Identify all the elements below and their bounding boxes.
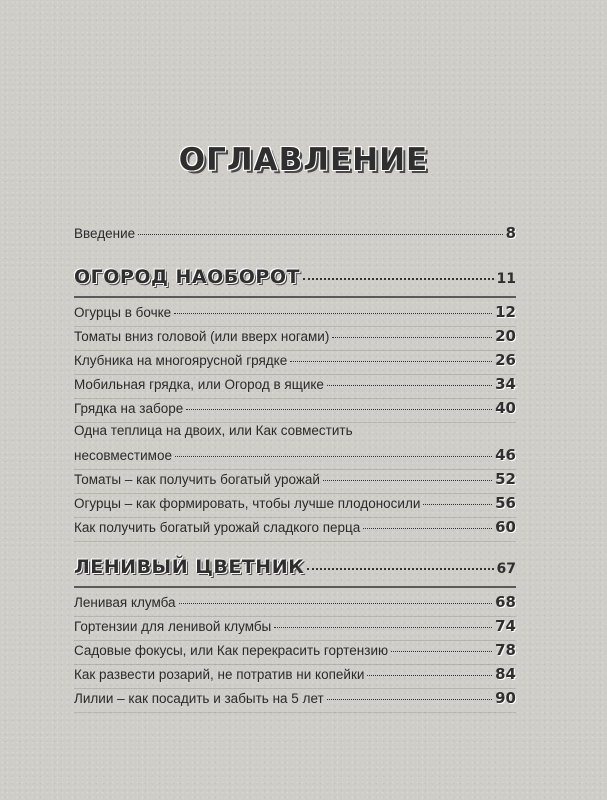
toc-entry-label: Грядка на заборе [74,401,184,416]
toc-entry[interactable] [74,351,516,375]
leader-dots [327,385,492,386]
leader-dots [179,603,493,604]
toc-entry[interactable] [74,375,516,399]
toc-entry-page: 8 [505,224,516,242]
leader-dots [175,456,492,457]
toc-entry-page: 26 [495,351,516,369]
toc-entry-page: 84 [495,665,516,683]
leader-dots [138,234,502,235]
toc-entry-label: Ленивая клумба [74,595,176,610]
toc-entry[interactable] [74,303,516,327]
toc-entry[interactable] [74,617,516,641]
toc-entry-label: Как получить богатый урожай сладкого перца [74,520,361,535]
toc-entry-intro[interactable] [74,224,516,247]
toc-entry-label: Гортензии для ленивой клумбы [74,619,272,634]
toc-entry-label: Садовые фокусы, или Как перекрасить гортензию [74,643,389,658]
toc-entry[interactable] [74,470,516,494]
toc-entry-label: Огурцы в бочке [74,305,172,320]
toc-entry-page: 40 [495,399,516,417]
toc-entry-label-continued: несовместимое [74,448,172,463]
leader-dots [186,409,492,410]
leader-dots [367,675,492,676]
leader-dots [327,699,492,700]
toc-entry-page: 12 [495,303,516,321]
toc-entry-page: 52 [495,470,516,488]
toc-entry[interactable] [74,641,516,665]
leader-dots [323,480,492,481]
toc-entry-page: 34 [495,375,516,393]
toc-entry[interactable] [74,518,516,542]
toc-entry-page: 60 [495,518,516,536]
leader-dots [363,528,492,529]
leader-dots [174,313,492,314]
leader-dots [391,651,492,652]
page-title: ОГЛАВЛЕНИЕ [178,142,429,178]
toc-intro [74,224,516,247]
toc-entry-page: 20 [495,327,516,345]
toc-entry[interactable] [74,446,516,470]
toc-entry-label: Одна теплица на двоих, или Как совместить [74,423,353,438]
leader-dots [290,361,492,362]
toc-entry-page: 90 [495,689,516,707]
toc-entry-page: 56 [495,494,516,512]
toc-entry[interactable] [74,689,516,713]
section-page: 67 [496,561,516,577]
toc-section-2 [74,556,516,713]
toc-entry-label: Мобильная грядка, или Огород в ящике [74,377,324,392]
toc-entry-label: Лилии – как посадить и забыть на 5 лет [74,691,324,706]
toc-entry-line1[interactable] [74,423,516,446]
toc-entry-page: 78 [495,641,516,659]
toc-section-1 [74,266,516,542]
section-title: ОГОРОД НАОБОРОТ [74,266,300,288]
toc-entry-label: Как развести розарий, не потратив ни копейки [74,667,365,682]
toc-entry-page: 68 [495,593,516,611]
toc-entry[interactable] [74,494,516,518]
leader-dots [332,337,492,338]
toc-entry[interactable] [74,593,516,617]
toc-entry-page: 46 [495,446,516,464]
section-page: 11 [496,271,516,287]
section-heading[interactable] [74,266,516,298]
section-heading[interactable] [74,556,516,588]
toc-entry-label: Томаты вниз головой (или вверх ногами) [74,329,330,344]
toc-entry[interactable] [74,327,516,351]
toc-entry-label: Томаты – как получить богатый урожай [74,472,320,487]
toc-entry[interactable] [74,665,516,689]
toc-entry-page: 74 [495,617,516,635]
leader-dots [423,504,492,505]
toc-entry-label: Огурцы – как формировать, чтобы лучше плодоносили [74,496,421,511]
toc-entry[interactable] [74,399,516,423]
toc-entry-label: Клубника на многоярусной грядке [74,353,288,368]
leader-dots [274,627,492,628]
section-title: ЛЕНИВЫЙ ЦВЕТНИК [74,556,305,578]
toc-entry-label: Введение [74,226,136,241]
leader-dots [307,568,493,570]
leader-dots [303,278,494,280]
